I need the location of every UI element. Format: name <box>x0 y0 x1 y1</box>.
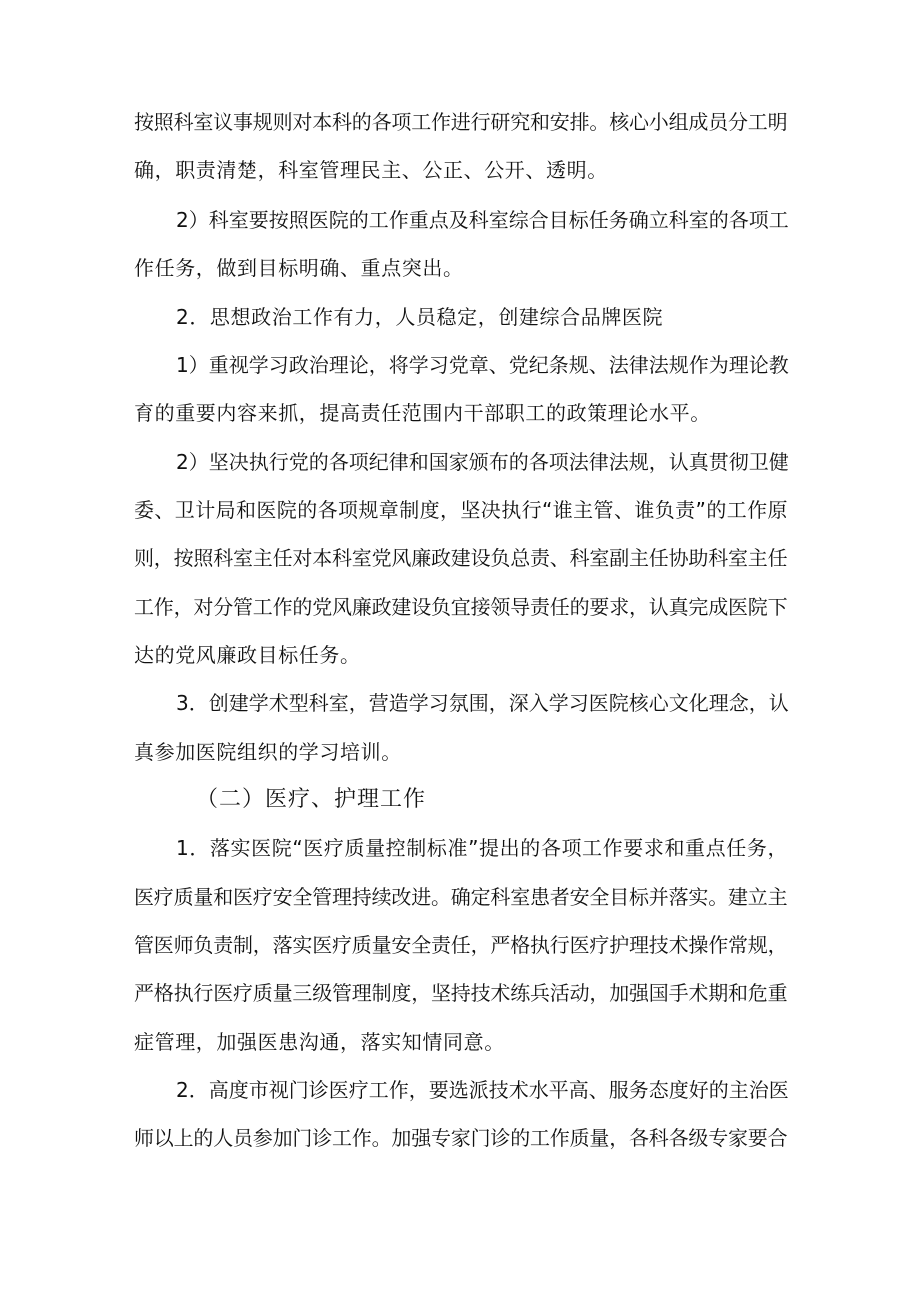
text-line: 则，按照科室主任对本科室党风廉政建设负总责、科室副主任协助科室主任 <box>134 546 788 570</box>
text-line: 按照科室议事规则对本科的各项工作进行研究和安排。核心小组成员分工明 <box>134 110 788 134</box>
text-line: 2）科室要按照医院的工作重点及科室综合目标任务确立科室的各项工 <box>176 208 789 232</box>
text-line: 2）坚决执行党的各项纪律和国家颁布的各项法律法规，认真贯彻卫健 <box>176 450 789 474</box>
text-line: 医疗质量和医疗安全管理持续改进。确定科室患者安全目标并落实。建立主 <box>134 885 788 909</box>
text-line: 2．思想政治工作有力，人员稳定，创建综合品牌医院 <box>176 305 664 329</box>
text-line: 1．落实医院“医疗质量控制标准”提出的各项工作要求和重点任务， <box>176 836 789 860</box>
text-line: 作任务，做到目标明确、重点突出。 <box>134 256 464 280</box>
text-line: 确，职责清楚，科室管理民主、公正、公开、透明。 <box>134 158 608 182</box>
text-line: 2．高度市视门诊医疗工作，要选派技术水平高、服务态度好的主治医 <box>176 1078 789 1102</box>
text-line: 严格执行医疗质量三级管理制度，坚持技术练兵活动，加强国手术期和危重 <box>134 981 788 1005</box>
text-line: 3．创建学术型科室，营造学习氛围，深入学习医院核心文化理念，认 <box>176 691 789 715</box>
text-line: 症管理，加强医患沟通，落实知情同意。 <box>134 1030 505 1054</box>
section-heading: （二）医疗、护理工作 <box>196 787 427 812</box>
text-line: 师以上的人员参加门诊工作。加强专家门诊的工作质量，各科各级专家要合 <box>134 1126 788 1150</box>
text-line: 1）重视学习政治理论，将学习党章、党纪条规、法律法规作为理论教 <box>176 353 789 377</box>
text-line: 委、卫计局和医院的各项规章制度，坚决执行“谁主管、谁负责”的工作原 <box>134 498 788 522</box>
text-line: 真参加医院组织的学习培训。 <box>134 740 402 764</box>
text-line: 育的重要内容来抓，提高责任范围内干部职工的政策理论水平。 <box>134 401 711 425</box>
text-line: 工作，对分管工作的党风廉政建设负宜接领导责任的要求，认真完成医院下 <box>134 595 788 619</box>
text-line: 达的党风廉政目标任务。 <box>134 643 361 667</box>
text-line: 管医师负责制，落实医疗质量安全责任，严格执行医疗护理技术操作常规， <box>134 933 788 957</box>
